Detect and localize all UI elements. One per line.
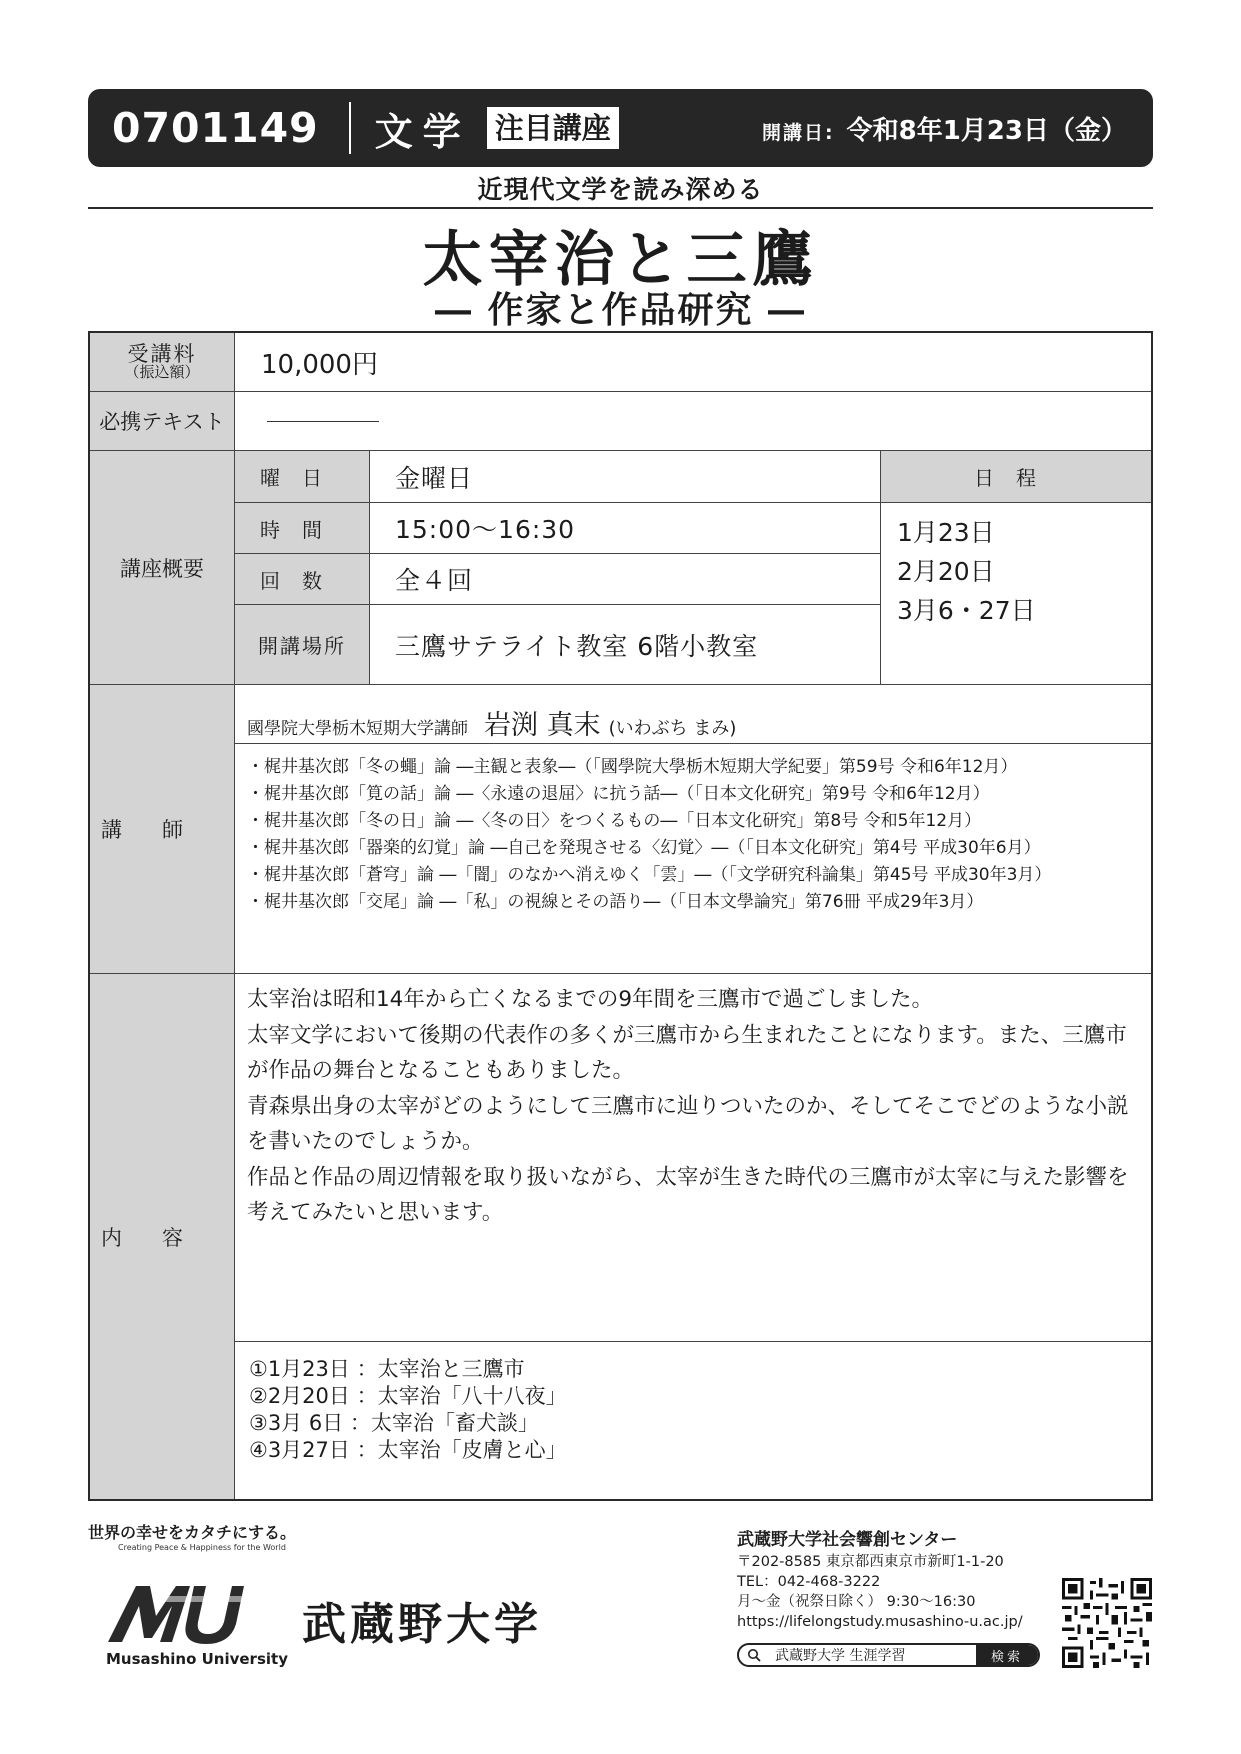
lecturer-affiliation: 國學院大學栃木短期大学講師: [247, 719, 468, 739]
row-divider: [234, 604, 880, 605]
schedule-date: 3月6・27日: [897, 596, 1036, 625]
textbook-none-dash: [267, 421, 379, 422]
center-name: 武蔵野大学社会響創センター: [737, 1530, 958, 1550]
lecturer-papers: [235, 744, 1151, 973]
content-label: 内容: [90, 974, 234, 1499]
course-header-bar: [88, 89, 1153, 167]
lecturer-name: 岩渕 真末: [484, 710, 601, 741]
qr-code-icon[interactable]: [1062, 1578, 1152, 1668]
office-hours: 月〜金（祝祭日除く） 9:30〜16:30: [737, 1594, 976, 1610]
search-box[interactable]: [737, 1643, 1040, 1667]
schedule-dates: [881, 503, 1151, 684]
schedule-date: 2月20日: [897, 557, 995, 586]
university-name-english: Musashino University: [106, 1650, 288, 1668]
website-url[interactable]: https://lifelongstudy.musashino-u.ac.jp/: [737, 1614, 1023, 1630]
search-button[interactable]: 検索: [976, 1645, 1038, 1665]
start-date-label: 開講日:: [762, 121, 835, 144]
row-divider: [234, 553, 880, 554]
course-category: 文学: [374, 109, 471, 154]
session-item: ③3月 6日 ：太宰治「畜犬談」: [249, 1411, 539, 1435]
session-item: ①1月23日 ：太宰治と三鷹市: [249, 1357, 525, 1381]
lecturer-reading: (いわぶち まみ): [608, 718, 737, 739]
fee-label: 受講料: [127, 342, 197, 367]
schedule-label: 日程: [881, 451, 1151, 502]
fee-note: （振込額）: [124, 363, 200, 382]
paper-item: ・梶井基次郎「冬の日」論 ―〈冬の日〉をつくるもの―「日本文化研究」第8号 令和5年12月）: [247, 811, 982, 831]
description-paragraph: 青森県出身の太宰がどのようにして三鷹市に辿りついたのか、そしてそこでどのような小説を書いたのでしょうか。: [247, 1093, 1129, 1154]
course-info-table: [88, 331, 1153, 1501]
session-item: ②2月20日 ：太宰治「八十八夜」: [249, 1384, 567, 1408]
paper-item: ・梶井基次郎「冬の蠅」論 ―主観と表象―（「國學院大學栃木短期大学紀要」第59号 令和6年12月）: [247, 757, 1018, 777]
fee-value: 10,000円: [261, 349, 378, 380]
time-label: 時間: [235, 503, 369, 553]
search-icon: [747, 1648, 761, 1662]
paper-item: ・梶井基次郎「蒼穹」論 ―「闇」のなかへ消えゆく「雲」―（「文学研究科論集」第45号 平成30年3月）: [247, 865, 1052, 885]
course-subtitle: 近現代文学を読み深める: [477, 175, 764, 204]
postal-address: 〒202-8585 東京都西東京市新町1-1-20: [737, 1554, 1004, 1570]
overview-label: 講座概要: [90, 451, 234, 684]
description-paragraph: 作品と作品の周辺情報を取り扱いながら、太宰が生きた時代の三鷹市が太宰に与えた影響を考えてみたいと思います。: [247, 1164, 1129, 1225]
course-title: 太宰治と三鷹: [422, 225, 819, 295]
course-code: 0701149: [112, 104, 319, 152]
day-label: 曜日: [235, 451, 369, 502]
header-divider: [349, 102, 351, 154]
slogan-english: Creating Peace & Happiness for the World: [118, 1543, 286, 1552]
lecturer-label: 講師: [90, 685, 234, 973]
count-value: 全４回: [395, 566, 474, 595]
place-label: 開講場所: [235, 605, 369, 684]
fee-label-cell: [90, 333, 234, 391]
day-value: 金曜日: [395, 463, 474, 493]
featured-badge: 注目講座: [487, 107, 619, 149]
course-title-sub: ― 作家と作品研究 ―: [434, 289, 807, 331]
place-value: 三鷹サテライト教室 6階小教室: [395, 631, 759, 661]
description-paragraph: 太宰文学において後期の代表作の多くが三鷹市から生まれたことになります。また、三鷹市が作品の舞台となることもありました。: [247, 1022, 1127, 1083]
slogan: 世界の幸せをカタチにする。: [88, 1523, 297, 1542]
title-rule: [88, 207, 1153, 209]
search-query: 武蔵野大学 生涯学習: [775, 1648, 906, 1664]
paper-item: ・梶井基次郎「器楽的幻覚」論 ―自己を発現させる〈幻覚〉―（「日本文化研究」第4号 平成30年6月）: [247, 838, 1041, 858]
phone-number: TEL：042-468-3222: [737, 1574, 881, 1590]
row-divider: [234, 502, 1151, 503]
contact-info: [737, 1552, 1023, 1632]
count-label: 回数: [235, 554, 369, 604]
university-logo: [106, 1582, 276, 1644]
start-date-value: 令和8年1月23日（金）: [846, 115, 1127, 146]
schedule-date: 1月23日: [897, 518, 995, 547]
sublabel-divider: [369, 451, 370, 684]
textbook-label: 必携テキスト: [90, 392, 234, 450]
session-item: ④3月27日 ：太宰治「皮膚と心」: [249, 1438, 567, 1462]
paper-item: ・梶井基次郎「筧の話」論 ―〈永遠の退屈〉に抗う話―（「日本文化研究」第9号 令和6年12月）: [247, 784, 990, 804]
textbook-value: [235, 392, 1151, 450]
university-name: 武蔵野大学: [302, 1599, 542, 1650]
start-date: [762, 110, 1127, 147]
paper-item: ・梶井基次郎「交尾」論 ―「私」の視線とその語り―（「日本文學論究」第76冊 平成29年3月）: [247, 892, 984, 912]
time-value: 15:00〜16:30: [395, 515, 576, 544]
description-paragraph: 太宰治は昭和14年から亡くなるまでの9年間を三鷹市で過ごしました。: [247, 987, 934, 1012]
lecturer-info: [235, 685, 1151, 743]
course-description: [235, 974, 1151, 1341]
session-list: [235, 1342, 1151, 1499]
schedule-divider: [880, 451, 881, 684]
